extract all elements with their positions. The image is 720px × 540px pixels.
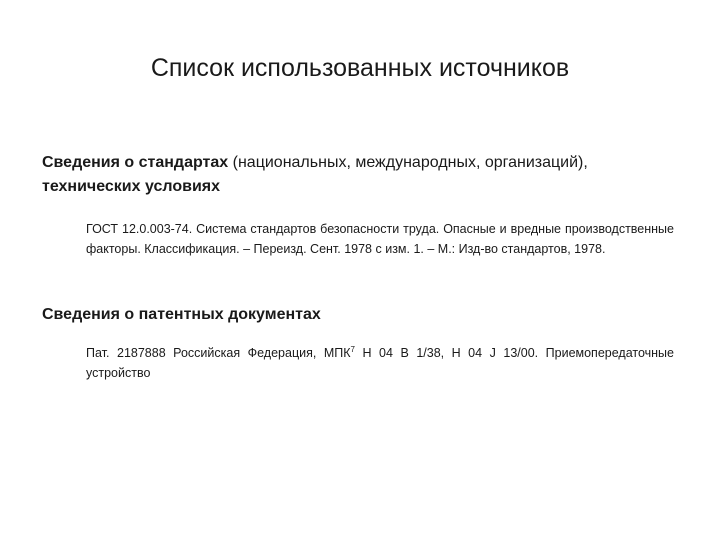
patent-reference-superscript: 7 — [350, 344, 355, 354]
slide-title: Список использованных источников — [150, 54, 570, 82]
standards-heading-bold: Сведения о стандартах — [42, 154, 229, 171]
patents-section-heading — [42, 303, 682, 327]
standards-heading-normal: (национальных, международных, организаций), — [228, 154, 588, 171]
patent-reference — [86, 343, 674, 383]
standards-heading-bold-line2: технических условиях — [42, 178, 221, 195]
patent-reference-part2: Н 04 В 1/38, Н 04 J 13/00. Приемопередаточные устройство — [86, 346, 674, 380]
standards-section-heading — [42, 151, 682, 199]
patent-reference-part1: Пат. 2187888 Российская Федерация, МПК — [86, 346, 351, 360]
standard-reference: ГОСТ 12.0.003-74. Система стандартов безопасности труда. Опасные и вредные производственные факторы. Классификация. – Переизд. Сент. 1978 с изм. 1. – М.: Изд-во стандартов, 1978. — [86, 222, 674, 256]
patents-heading-bold: Сведения о патентных документах — [42, 306, 321, 323]
